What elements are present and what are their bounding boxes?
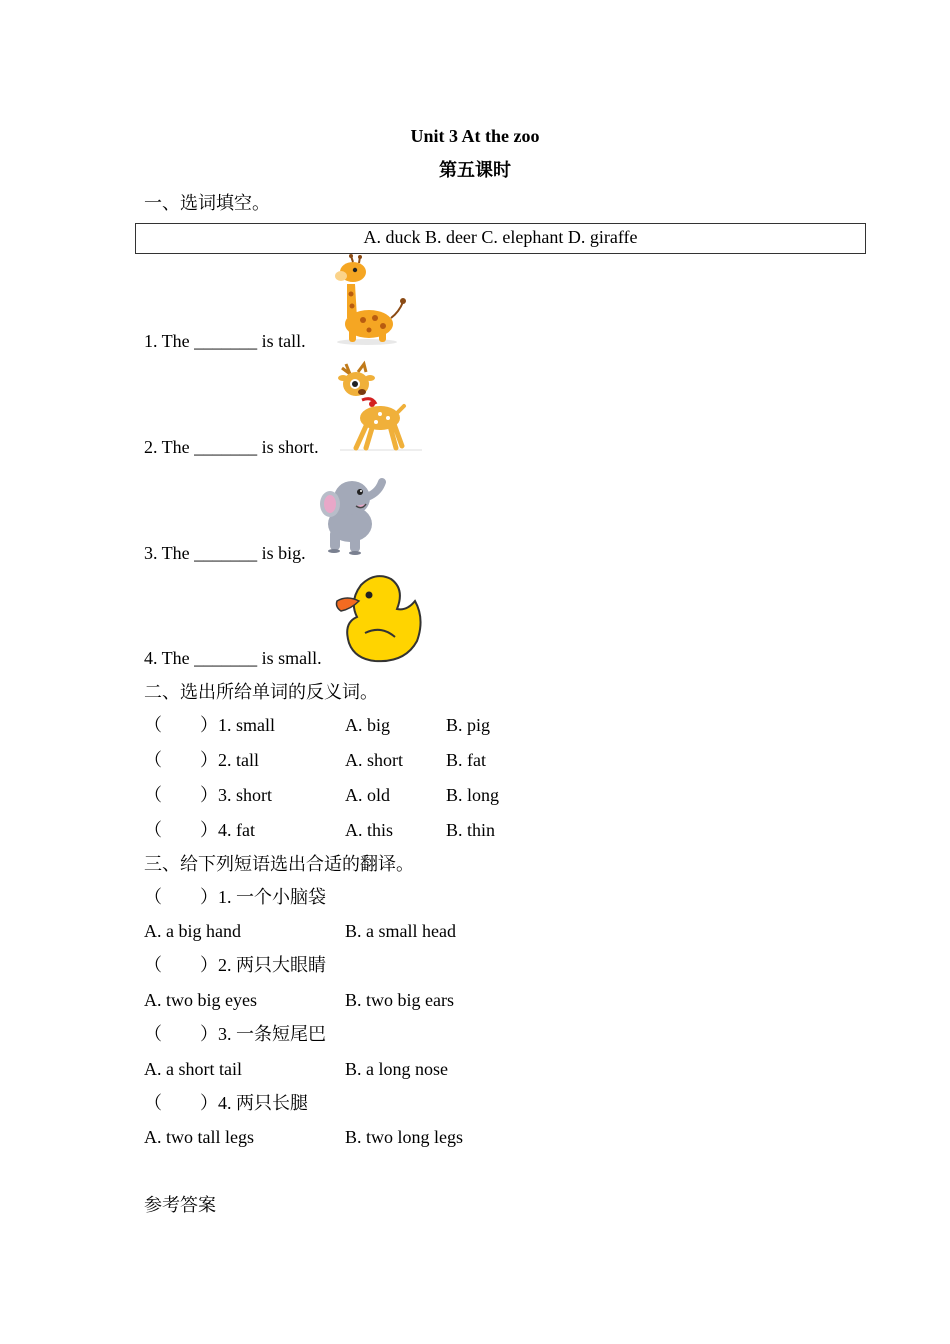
answer-paren: （ bbox=[144, 955, 162, 975]
translation-option-b-3: B. a long nose bbox=[345, 1059, 448, 1079]
translation-question-3: ）3. 一条短尾巴 bbox=[200, 1024, 326, 1044]
translation-question-4: ）4. 两只长腿 bbox=[200, 1093, 308, 1113]
answer-paren: （ bbox=[144, 1093, 162, 1113]
fill-item-2: 2. The _______ is short. bbox=[144, 437, 319, 457]
antonym-option-b-4: B. thin bbox=[446, 820, 496, 840]
antonym-question-2: ）2. tall bbox=[200, 750, 259, 770]
antonym-option-b-3: B. long bbox=[446, 785, 500, 805]
answer-paren: （ bbox=[144, 820, 162, 840]
answer-key-heading: 参考答案 bbox=[144, 1195, 216, 1215]
antonym-option-a-3: A. old bbox=[345, 785, 390, 805]
answer-paren: （ bbox=[144, 750, 162, 770]
duck-icon bbox=[335, 571, 425, 665]
antonym-question-4: ）4. fat bbox=[200, 820, 255, 840]
translation-question-2: ）2. 两只大眼睛 bbox=[200, 955, 326, 975]
word-bank-box bbox=[135, 223, 866, 254]
translation-option-b-2: B. two big ears bbox=[345, 990, 454, 1010]
fill-item-1: 1. The _______ is tall. bbox=[144, 331, 306, 351]
translation-option-a-1: A. a big hand bbox=[144, 921, 241, 941]
answer-paren: （ bbox=[144, 785, 162, 805]
section1-heading: 一、选词填空。 bbox=[144, 193, 270, 213]
translation-option-b-1: B. a small head bbox=[345, 921, 456, 941]
translation-option-a-4: A. two tall legs bbox=[144, 1127, 254, 1147]
page-title: Unit 3 At the zoo bbox=[410, 126, 540, 146]
translation-question-1: ）1. 一个小脑袋 bbox=[200, 887, 326, 907]
antonym-question-1: ）1. small bbox=[200, 715, 275, 735]
elephant-icon bbox=[316, 474, 388, 556]
answer-paren: （ bbox=[144, 715, 162, 735]
antonym-option-a-4: A. this bbox=[345, 820, 394, 840]
section3-heading: 三、给下列短语选出合适的翻译。 bbox=[144, 854, 414, 874]
answer-paren: （ bbox=[144, 887, 162, 907]
deer-icon bbox=[336, 362, 426, 454]
antonym-question-3: ）3. short bbox=[200, 785, 272, 805]
giraffe-icon bbox=[333, 256, 413, 346]
word-bank: A. duck B. deer C. elephant D. giraffe bbox=[363, 227, 638, 247]
page-subtitle: 第五课时 bbox=[439, 160, 511, 180]
translation-option-a-3: A. a short tail bbox=[144, 1059, 242, 1079]
translation-option-a-2: A. two big eyes bbox=[144, 990, 257, 1010]
section2-heading: 二、选出所给单词的反义词。 bbox=[144, 682, 378, 702]
fill-item-4: 4. The _______ is small. bbox=[144, 648, 322, 668]
antonym-option-b-2: B. fat bbox=[446, 750, 486, 770]
translation-option-b-4: B. two long legs bbox=[345, 1127, 464, 1147]
antonym-option-b-1: B. pig bbox=[446, 715, 491, 735]
antonym-option-a-2: A. short bbox=[345, 750, 403, 770]
antonym-option-a-1: A. big bbox=[345, 715, 390, 735]
answer-paren: （ bbox=[144, 1024, 162, 1044]
fill-item-3: 3. The _______ is big. bbox=[144, 543, 306, 563]
